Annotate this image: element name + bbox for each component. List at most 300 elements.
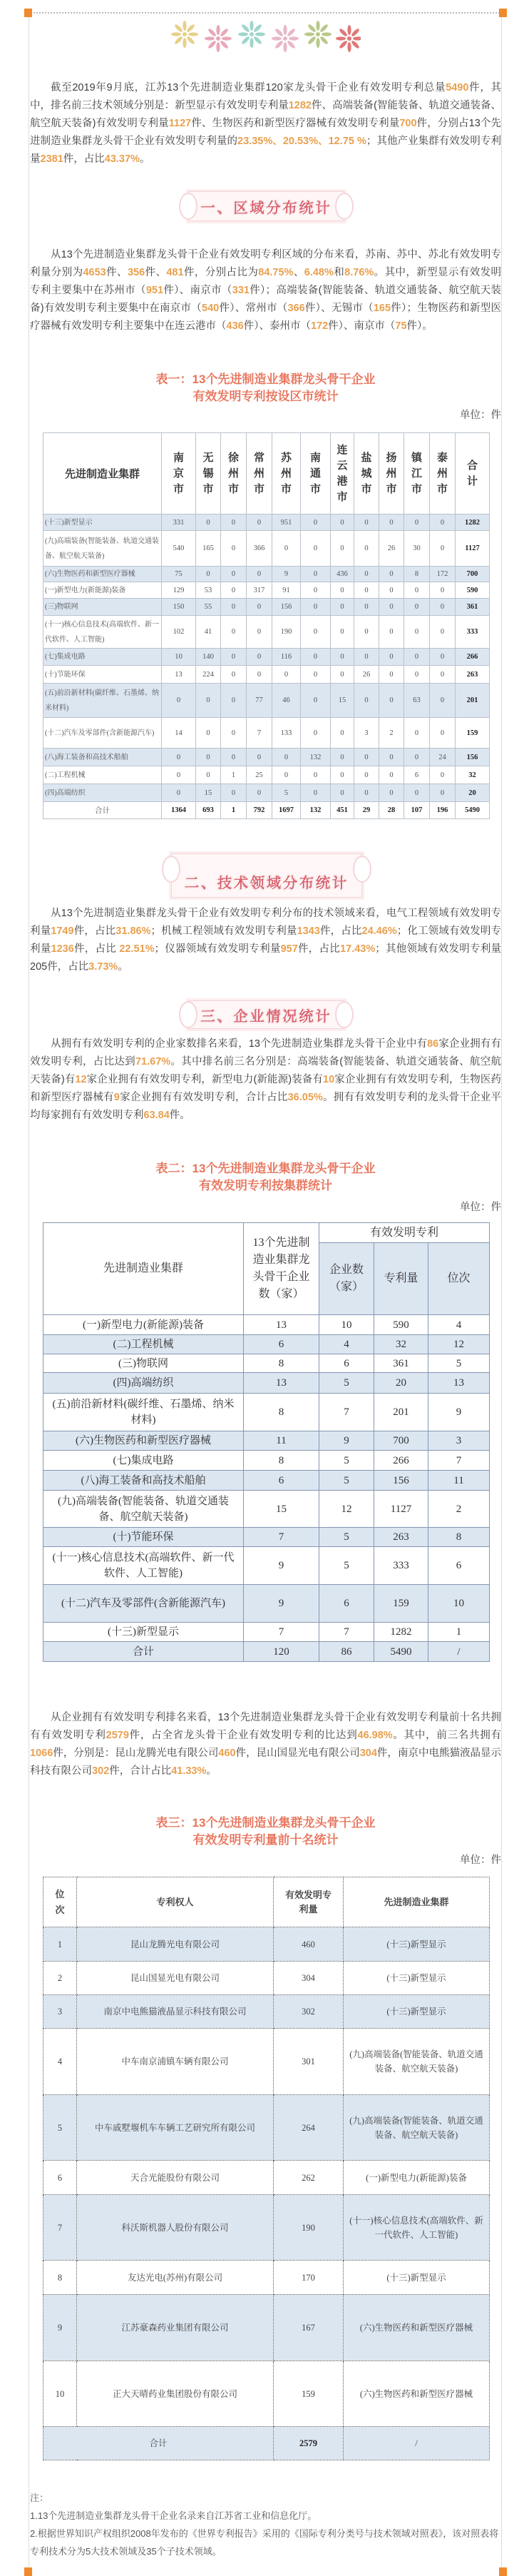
highlight-number: 3.73% bbox=[88, 961, 118, 973]
table1-title-line1: 表一：13个先进制造业集群龙头骨干企业 bbox=[155, 372, 376, 386]
highlight-number: 9 bbox=[113, 1092, 120, 1103]
text-segment: 。其中，新型显示有效发明专利主要集中在苏州市（ bbox=[30, 267, 502, 296]
cell-value: 0 bbox=[162, 749, 196, 766]
text-segment: 。 bbox=[139, 153, 150, 165]
patent-owner: 南京中电熊猫液晶显示科技有限公司 bbox=[77, 1995, 274, 2029]
cell-value: 15 bbox=[196, 784, 221, 802]
cell-value: 0 bbox=[301, 582, 331, 599]
cell-value: 0 bbox=[331, 599, 354, 616]
cell-value: 159 bbox=[456, 718, 490, 749]
table-top10 bbox=[43, 1877, 490, 2460]
text-segment: 件，合计占比 bbox=[109, 1765, 172, 1777]
table-row bbox=[43, 766, 490, 784]
column-header-label: 镇江市 bbox=[411, 452, 422, 495]
table-row bbox=[43, 1585, 490, 1623]
cell-value: 0 bbox=[430, 514, 456, 531]
highlight-number: 84.75% bbox=[258, 267, 294, 278]
cell-value: 451 bbox=[331, 802, 354, 819]
column-header-label: 无锡市 bbox=[202, 452, 214, 495]
cell-value: 0 bbox=[379, 766, 404, 784]
cell-value: 0 bbox=[354, 749, 379, 766]
text-segment: 。拥有有效发明专利的龙头骨干企业平均每家拥有有效发明专利 bbox=[30, 1092, 502, 1121]
cell-value: 0 bbox=[221, 784, 247, 802]
table-row bbox=[43, 2361, 490, 2427]
cell-value: 0 bbox=[430, 531, 456, 567]
table-row bbox=[43, 1623, 490, 1642]
tech-paragraph bbox=[30, 905, 501, 976]
cell-value: 590 bbox=[374, 1315, 428, 1335]
table-row bbox=[43, 1547, 490, 1585]
cell-value: 0 bbox=[379, 666, 404, 684]
text-segment: 。 bbox=[118, 961, 128, 973]
cell-value: 12 bbox=[428, 1335, 490, 1354]
notes-heading: 注： bbox=[30, 2493, 49, 2503]
patent-owner: 科沃斯机器人股份有限公司 bbox=[77, 2195, 274, 2261]
patent-count: 170 bbox=[274, 2261, 344, 2295]
cell-value: 0 bbox=[331, 766, 354, 784]
highlight-number: 5490 bbox=[446, 82, 469, 93]
patent-count: 190 bbox=[274, 2195, 344, 2261]
table-row bbox=[43, 567, 490, 582]
section-title: 一、区域分布统计 bbox=[200, 200, 332, 216]
highlight-number: 63.84 bbox=[143, 1110, 170, 1121]
table-row bbox=[43, 784, 490, 802]
row-label: (二)工程机械 bbox=[43, 1335, 244, 1354]
cell-value: 0 bbox=[221, 684, 247, 718]
row-label: (十)节能环保 bbox=[43, 666, 162, 684]
text-segment: 件、 bbox=[106, 267, 128, 278]
column-header-label: 苏州市 bbox=[280, 452, 292, 495]
text-segment: ；其他领域有效发明专利量205件，占比 bbox=[30, 943, 502, 973]
highlight-number: 71.67% bbox=[135, 1056, 171, 1068]
highlight-number: 366 bbox=[287, 303, 305, 314]
text-segment: ；仪器领域有效发明专利量 bbox=[154, 943, 281, 955]
cell-value: 0 bbox=[430, 582, 456, 599]
cell-value: 172 bbox=[430, 567, 456, 582]
cell-value: 91 bbox=[272, 582, 301, 599]
text-segment: 从13个先进制造业集群龙头骨干企业有效发明专利分布的技术领域来看，电气工程领域有效发明专利量 bbox=[30, 908, 501, 937]
cell-value: 4 bbox=[428, 1315, 490, 1335]
row-label: (八)海工装备和高技术船舶 bbox=[43, 749, 162, 766]
table-row bbox=[43, 2195, 490, 2261]
text-segment: 家企业拥有有效发明专利，合计占比 bbox=[119, 1092, 288, 1103]
text-segment: 件）；高端装备(智能装备、轨道交通装备、航空航天装备)有效发明专利主要集中在南京市（ bbox=[30, 285, 502, 314]
header-cluster: 先进制造业集群 bbox=[43, 1223, 244, 1315]
highlight-number: 460 bbox=[218, 1748, 236, 1759]
flower-icon bbox=[272, 25, 299, 52]
row-label: (六)生物医药和新型医疗器械 bbox=[43, 1431, 244, 1451]
highlight-number: 481 bbox=[166, 267, 184, 278]
rank: 8 bbox=[43, 2261, 77, 2295]
column-header-label: 泰州市 bbox=[436, 452, 448, 495]
text-segment: 件、 bbox=[145, 267, 167, 278]
cell-value: 0 bbox=[221, 531, 247, 567]
cell-value: 5 bbox=[319, 1471, 374, 1491]
row-label: (十二)汽车及零部件(含新能源汽车) bbox=[43, 1585, 244, 1623]
text-segment: 从拥有有效发明专利的企业家数排名来看，13个先进制造业集群龙头骨干企业中有 bbox=[51, 1038, 428, 1050]
table3-title bbox=[30, 1815, 501, 1849]
highlight-number: 12 bbox=[75, 1074, 87, 1085]
cell-value: 590 bbox=[456, 582, 490, 599]
cell-value: 156 bbox=[374, 1471, 428, 1491]
cell-value: 0 bbox=[272, 531, 301, 567]
highlight-number: 1127 bbox=[168, 118, 192, 129]
table-row bbox=[43, 1394, 490, 1431]
highlight-number: 304 bbox=[359, 1748, 377, 1759]
cell-value: 0 bbox=[301, 718, 331, 749]
row-label: (二)工程机械 bbox=[43, 766, 162, 784]
cell-value: 8 bbox=[244, 1354, 319, 1373]
cell-value: 20 bbox=[456, 784, 490, 802]
table-row bbox=[43, 599, 490, 616]
header-patent-count: 专利量 bbox=[374, 1243, 428, 1315]
cell-value: 13 bbox=[162, 666, 196, 684]
cell-value: 53 bbox=[196, 582, 221, 599]
rank: 7 bbox=[43, 2195, 77, 2261]
cell-value: 2 bbox=[379, 718, 404, 749]
corner-marker bbox=[24, 2567, 32, 2576]
cell-value: 1282 bbox=[456, 514, 490, 531]
text-segment: 。其中排名前三名分别是：高端装备(智能装备、轨道交通装备、航空航天装备)有 bbox=[30, 1056, 502, 1085]
cell-value: 1 bbox=[428, 1623, 490, 1642]
row-label: (六)生物医药和新型医疗器械 bbox=[43, 567, 162, 582]
cell-value: 0 bbox=[430, 666, 456, 684]
row-label: 合计 bbox=[43, 1642, 244, 1662]
cell-value: 0 bbox=[379, 784, 404, 802]
cell-value: 25 bbox=[247, 766, 272, 784]
cell-value: 5 bbox=[428, 1354, 490, 1373]
cell-value: 5 bbox=[319, 1373, 374, 1394]
table-row bbox=[43, 1471, 490, 1491]
table-row bbox=[43, 531, 490, 567]
text-segment: 件，分别占13个先进制造业集群龙头骨干企业有效发明专利量的 bbox=[30, 118, 502, 147]
table-row bbox=[43, 1315, 490, 1335]
patent-owner: 正大天晴药业集团股份有限公司 bbox=[77, 2361, 274, 2427]
cell-value: 102 bbox=[162, 616, 196, 649]
cell-value: 11 bbox=[428, 1471, 490, 1491]
cell-value: 30 bbox=[404, 531, 430, 567]
text-segment: 件）。 bbox=[406, 320, 433, 332]
cell-value: 366 bbox=[247, 531, 272, 567]
cell-value: 333 bbox=[374, 1547, 428, 1585]
cell-value: 0 bbox=[404, 514, 430, 531]
cell-value: 41 bbox=[196, 616, 221, 649]
cell-value: 133 bbox=[272, 718, 301, 749]
table-row bbox=[43, 2161, 490, 2195]
table1-title-line2: 有效发明专利按设区市统计 bbox=[192, 390, 339, 403]
highlight-number: 10 bbox=[323, 1074, 335, 1085]
cell-value: 32 bbox=[374, 1335, 428, 1354]
highlight-number: 2381 bbox=[40, 153, 63, 165]
cell-value: 0 bbox=[162, 684, 196, 718]
row-label: (七)集成电路 bbox=[43, 1451, 244, 1471]
cell-value: 120 bbox=[244, 1642, 319, 1662]
header-patent-count: 有效发明专利量 bbox=[274, 1877, 344, 1927]
table-row bbox=[43, 718, 490, 749]
corner-marker bbox=[499, 9, 507, 17]
cell-value: 165 bbox=[196, 531, 221, 567]
section-title: 二、技术领域分布统计 bbox=[185, 875, 349, 891]
cell-value: 0 bbox=[196, 514, 221, 531]
column-header bbox=[162, 433, 196, 514]
cell-value: 0 bbox=[430, 766, 456, 784]
row-label: (一)新型电力(新能源)装备 bbox=[43, 582, 162, 599]
text-segment: 截至2019年9月底，江苏13个先进制造业集群120家龙头骨干企业有效发明专利总量 bbox=[51, 82, 446, 93]
header-rank: 位次 bbox=[55, 1888, 65, 1915]
cell-value: 263 bbox=[374, 1528, 428, 1547]
column-header bbox=[404, 433, 430, 514]
cell-value: 0 bbox=[272, 666, 301, 684]
cell-value: 951 bbox=[272, 514, 301, 531]
cell-value: 8 bbox=[404, 567, 430, 582]
cell-value: 26 bbox=[379, 531, 404, 567]
cell-value: 700 bbox=[374, 1431, 428, 1451]
cell-value: 156 bbox=[272, 599, 301, 616]
cell-value: 333 bbox=[456, 616, 490, 649]
table2-title-line1: 表二：13个先进制造业集群龙头骨干企业 bbox=[155, 1162, 376, 1175]
cell-value: 32 bbox=[456, 766, 490, 784]
text-segment: 件。 bbox=[169, 1110, 190, 1121]
table-row bbox=[43, 666, 490, 684]
cell-value: 0 bbox=[404, 649, 430, 666]
table-row bbox=[43, 1451, 490, 1471]
rank: 5 bbox=[43, 2095, 77, 2161]
table-row bbox=[43, 1335, 490, 1354]
cluster: (十三)新型显示 bbox=[344, 1995, 490, 2029]
cell-value: 0 bbox=[354, 784, 379, 802]
text-segment: 从13个先进制造业集群龙头骨干企业有效发明专利区域的分布来看，苏南、苏中、苏北有效发明专利量分别为 bbox=[30, 249, 501, 278]
cell-value: 1282 bbox=[374, 1623, 428, 1642]
cell-value: 0 bbox=[221, 666, 247, 684]
cluster: (九)高端装备(智能装备、轨道交通装备、航空航天装备) bbox=[344, 2095, 490, 2161]
cell-value: 75 bbox=[162, 567, 196, 582]
row-label: (一)新型电力(新能源)装备 bbox=[43, 1315, 244, 1335]
cell-value: 0 bbox=[196, 718, 221, 749]
highlight-number: 22.51% bbox=[119, 943, 155, 955]
cell-value: 0 bbox=[354, 514, 379, 531]
table-row bbox=[43, 1995, 490, 2029]
header-with-patents: 企业数（家） bbox=[319, 1243, 374, 1315]
cell-value: 14 bbox=[162, 718, 196, 749]
highlight-number: 436 bbox=[226, 320, 244, 332]
cell-value: 5 bbox=[319, 1547, 374, 1585]
row-label: (十三)新型显示 bbox=[43, 1623, 244, 1642]
text-segment: 件，占比 bbox=[73, 943, 120, 955]
cell-value: 0 bbox=[247, 784, 272, 802]
cell-value: 0 bbox=[379, 649, 404, 666]
row-label: (四)高端纺织 bbox=[43, 1373, 244, 1394]
cell-value: 0 bbox=[301, 567, 331, 582]
column-header-label: 先进制造业集群 bbox=[64, 469, 140, 480]
cell-value: 7 bbox=[319, 1623, 374, 1642]
cell-value: 1127 bbox=[374, 1491, 428, 1528]
row-label: 合计 bbox=[43, 802, 162, 819]
total-cluster: / bbox=[344, 2427, 490, 2460]
cell-value: 0 bbox=[162, 784, 196, 802]
highlight-number: 172 bbox=[310, 320, 329, 332]
highlight-number: 24.46% bbox=[361, 926, 397, 937]
column-header-label: 南京市 bbox=[173, 452, 184, 495]
cell-value: 63 bbox=[404, 684, 430, 718]
table-row bbox=[43, 2029, 490, 2095]
table-row bbox=[43, 1491, 490, 1528]
cell-value: 0 bbox=[331, 784, 354, 802]
highlight-number: 1066 bbox=[30, 1748, 53, 1759]
section-header-enterprise bbox=[188, 1000, 344, 1029]
cell-value: / bbox=[428, 1642, 490, 1662]
highlight-number: 36.05% bbox=[287, 1092, 323, 1103]
highlight-number: 1282 bbox=[288, 100, 312, 111]
cell-value: 0 bbox=[301, 616, 331, 649]
cell-value: 9 bbox=[244, 1547, 319, 1585]
cell-value: 0 bbox=[221, 567, 247, 582]
flower-icon bbox=[171, 21, 198, 48]
cell-value: 0 bbox=[379, 514, 404, 531]
cell-value: 0 bbox=[354, 599, 379, 616]
cell-value: 0 bbox=[430, 784, 456, 802]
table-row bbox=[43, 1373, 490, 1394]
cell-value: 0 bbox=[354, 531, 379, 567]
cell-value: 9 bbox=[272, 567, 301, 582]
cell-value: 132 bbox=[301, 802, 331, 819]
table3-title-line2: 有效发明专利量前十名统计 bbox=[192, 1833, 339, 1847]
flower-icon bbox=[304, 21, 332, 48]
row-label: (十一)核心信息技术(高端软件、新一代软件、人工智能) bbox=[43, 616, 162, 649]
cell-value: 0 bbox=[331, 718, 354, 749]
column-header-label: 合计 bbox=[466, 460, 478, 487]
cell-value: 6 bbox=[244, 1471, 319, 1491]
table-row bbox=[43, 649, 490, 666]
cell-value: 6 bbox=[428, 1547, 490, 1585]
cell-value: 0 bbox=[301, 666, 331, 684]
cell-value: 0 bbox=[404, 718, 430, 749]
highlight-number: 700 bbox=[399, 118, 417, 129]
cell-value: 7 bbox=[244, 1528, 319, 1547]
cell-value: 132 bbox=[301, 749, 331, 766]
rank: 6 bbox=[43, 2161, 77, 2195]
flower-decoration-icon bbox=[168, 17, 361, 57]
highlight-number: 75 bbox=[395, 320, 407, 332]
table-row bbox=[43, 684, 490, 718]
column-header bbox=[247, 433, 272, 514]
cell-value: 0 bbox=[430, 599, 456, 616]
total-value: 2579 bbox=[274, 2427, 344, 2460]
cell-value: 0 bbox=[196, 749, 221, 766]
row-label: (十三)新型显示 bbox=[43, 514, 162, 531]
highlight-number: 2579 bbox=[106, 1730, 129, 1741]
table-by-city bbox=[43, 432, 490, 819]
text-segment: 和 bbox=[333, 267, 345, 278]
cell-value: 0 bbox=[404, 616, 430, 649]
table-row bbox=[43, 1642, 490, 1662]
row-label: (九)高端装备(智能装备、轨道交通装备、航空航天装备) bbox=[43, 531, 162, 567]
highlight-number: 951 bbox=[145, 285, 164, 296]
cell-value: 0 bbox=[430, 684, 456, 718]
table-row bbox=[43, 1927, 490, 1962]
table-row bbox=[43, 582, 490, 599]
cell-value: 55 bbox=[196, 599, 221, 616]
cell-value: 0 bbox=[162, 766, 196, 784]
text-segment: 件）、南京市（ bbox=[163, 285, 232, 296]
patent-owner: 友达光电(苏州)有限公司 bbox=[77, 2261, 274, 2295]
cell-value: 3 bbox=[354, 718, 379, 749]
cell-value: 4 bbox=[319, 1335, 374, 1354]
row-label: (三)物联网 bbox=[43, 1354, 244, 1373]
column-header-label: 扬州市 bbox=[386, 452, 397, 495]
text-segment: ；化工领域有效发明专利量 bbox=[30, 926, 502, 955]
patent-owner: 天合光能股份有限公司 bbox=[77, 2161, 274, 2195]
cell-value: 6 bbox=[319, 1585, 374, 1623]
table-row bbox=[43, 1431, 490, 1451]
cluster: (十一)核心信息技术(高端软件、新一代软件、人工智能) bbox=[344, 2195, 490, 2261]
cell-value: 107 bbox=[404, 802, 430, 819]
patent-count: 301 bbox=[274, 2029, 344, 2095]
corner-marker bbox=[499, 2567, 507, 2576]
cell-value: 2 bbox=[428, 1491, 490, 1528]
column-header bbox=[456, 433, 490, 514]
highlight-number: 4653 bbox=[83, 267, 106, 278]
cell-value: 0 bbox=[221, 649, 247, 666]
table-row bbox=[43, 802, 490, 819]
cell-value: 0 bbox=[404, 582, 430, 599]
patent-count: 264 bbox=[274, 2095, 344, 2161]
cell-value: 0 bbox=[430, 649, 456, 666]
corner-marker bbox=[24, 9, 32, 17]
patent-count: 159 bbox=[274, 2361, 344, 2427]
highlight-number: 43.37% bbox=[104, 153, 140, 165]
text-segment: 件，其中，排名前三技术领域分别是：新型显示有效发明专利量 bbox=[30, 82, 502, 111]
cell-value: 7 bbox=[428, 1451, 490, 1471]
cell-value: 0 bbox=[301, 599, 331, 616]
highlight-number: 8.76% bbox=[344, 267, 374, 278]
cell-value: 0 bbox=[247, 666, 272, 684]
highlight-number: 1343 bbox=[297, 926, 320, 937]
text-segment: 件，南京中电熊猫液晶显示科技有限公司 bbox=[30, 1748, 502, 1777]
cluster: (十三)新型显示 bbox=[344, 1927, 490, 1962]
cell-value: 11 bbox=[244, 1431, 319, 1451]
note-item: 1.13个先进制造业集群龙头骨干企业名录来自江苏省工业和信息化厅。 bbox=[30, 2510, 317, 2521]
cell-value: 224 bbox=[196, 666, 221, 684]
table-row bbox=[43, 1528, 490, 1547]
patent-owner: 中车南京浦镇车辆有限公司 bbox=[77, 2029, 274, 2095]
cell-value: 196 bbox=[430, 802, 456, 819]
cell-value: 1 bbox=[221, 802, 247, 819]
cell-value: 0 bbox=[379, 567, 404, 582]
cell-value: 8 bbox=[428, 1528, 490, 1547]
table2-title-line2: 有效发明专利按集群统计 bbox=[199, 1179, 332, 1192]
cell-value: 1127 bbox=[456, 531, 490, 567]
column-header-label: 南通市 bbox=[309, 452, 321, 495]
text-segment: 件，占全省龙头骨干企业有效发明专利的比达到 bbox=[128, 1730, 358, 1741]
table-row bbox=[43, 616, 490, 649]
cell-value: 0 bbox=[301, 684, 331, 718]
cell-value: 0 bbox=[331, 616, 354, 649]
cell-value: 0 bbox=[301, 514, 331, 531]
column-header bbox=[354, 433, 379, 514]
highlight-number: 302 bbox=[92, 1765, 110, 1777]
highlight-number: 957 bbox=[280, 943, 298, 955]
cell-value: 10 bbox=[428, 1585, 490, 1623]
text-segment: 件，占比 bbox=[73, 926, 116, 937]
column-header bbox=[379, 433, 404, 514]
table2-title bbox=[30, 1160, 501, 1195]
text-segment: 件，分别占比为 bbox=[183, 267, 259, 278]
patent-count: 262 bbox=[274, 2161, 344, 2195]
cell-value: 0 bbox=[301, 784, 331, 802]
cell-value: 0 bbox=[221, 582, 247, 599]
cell-value: 0 bbox=[221, 749, 247, 766]
patent-count: 167 bbox=[274, 2295, 344, 2361]
